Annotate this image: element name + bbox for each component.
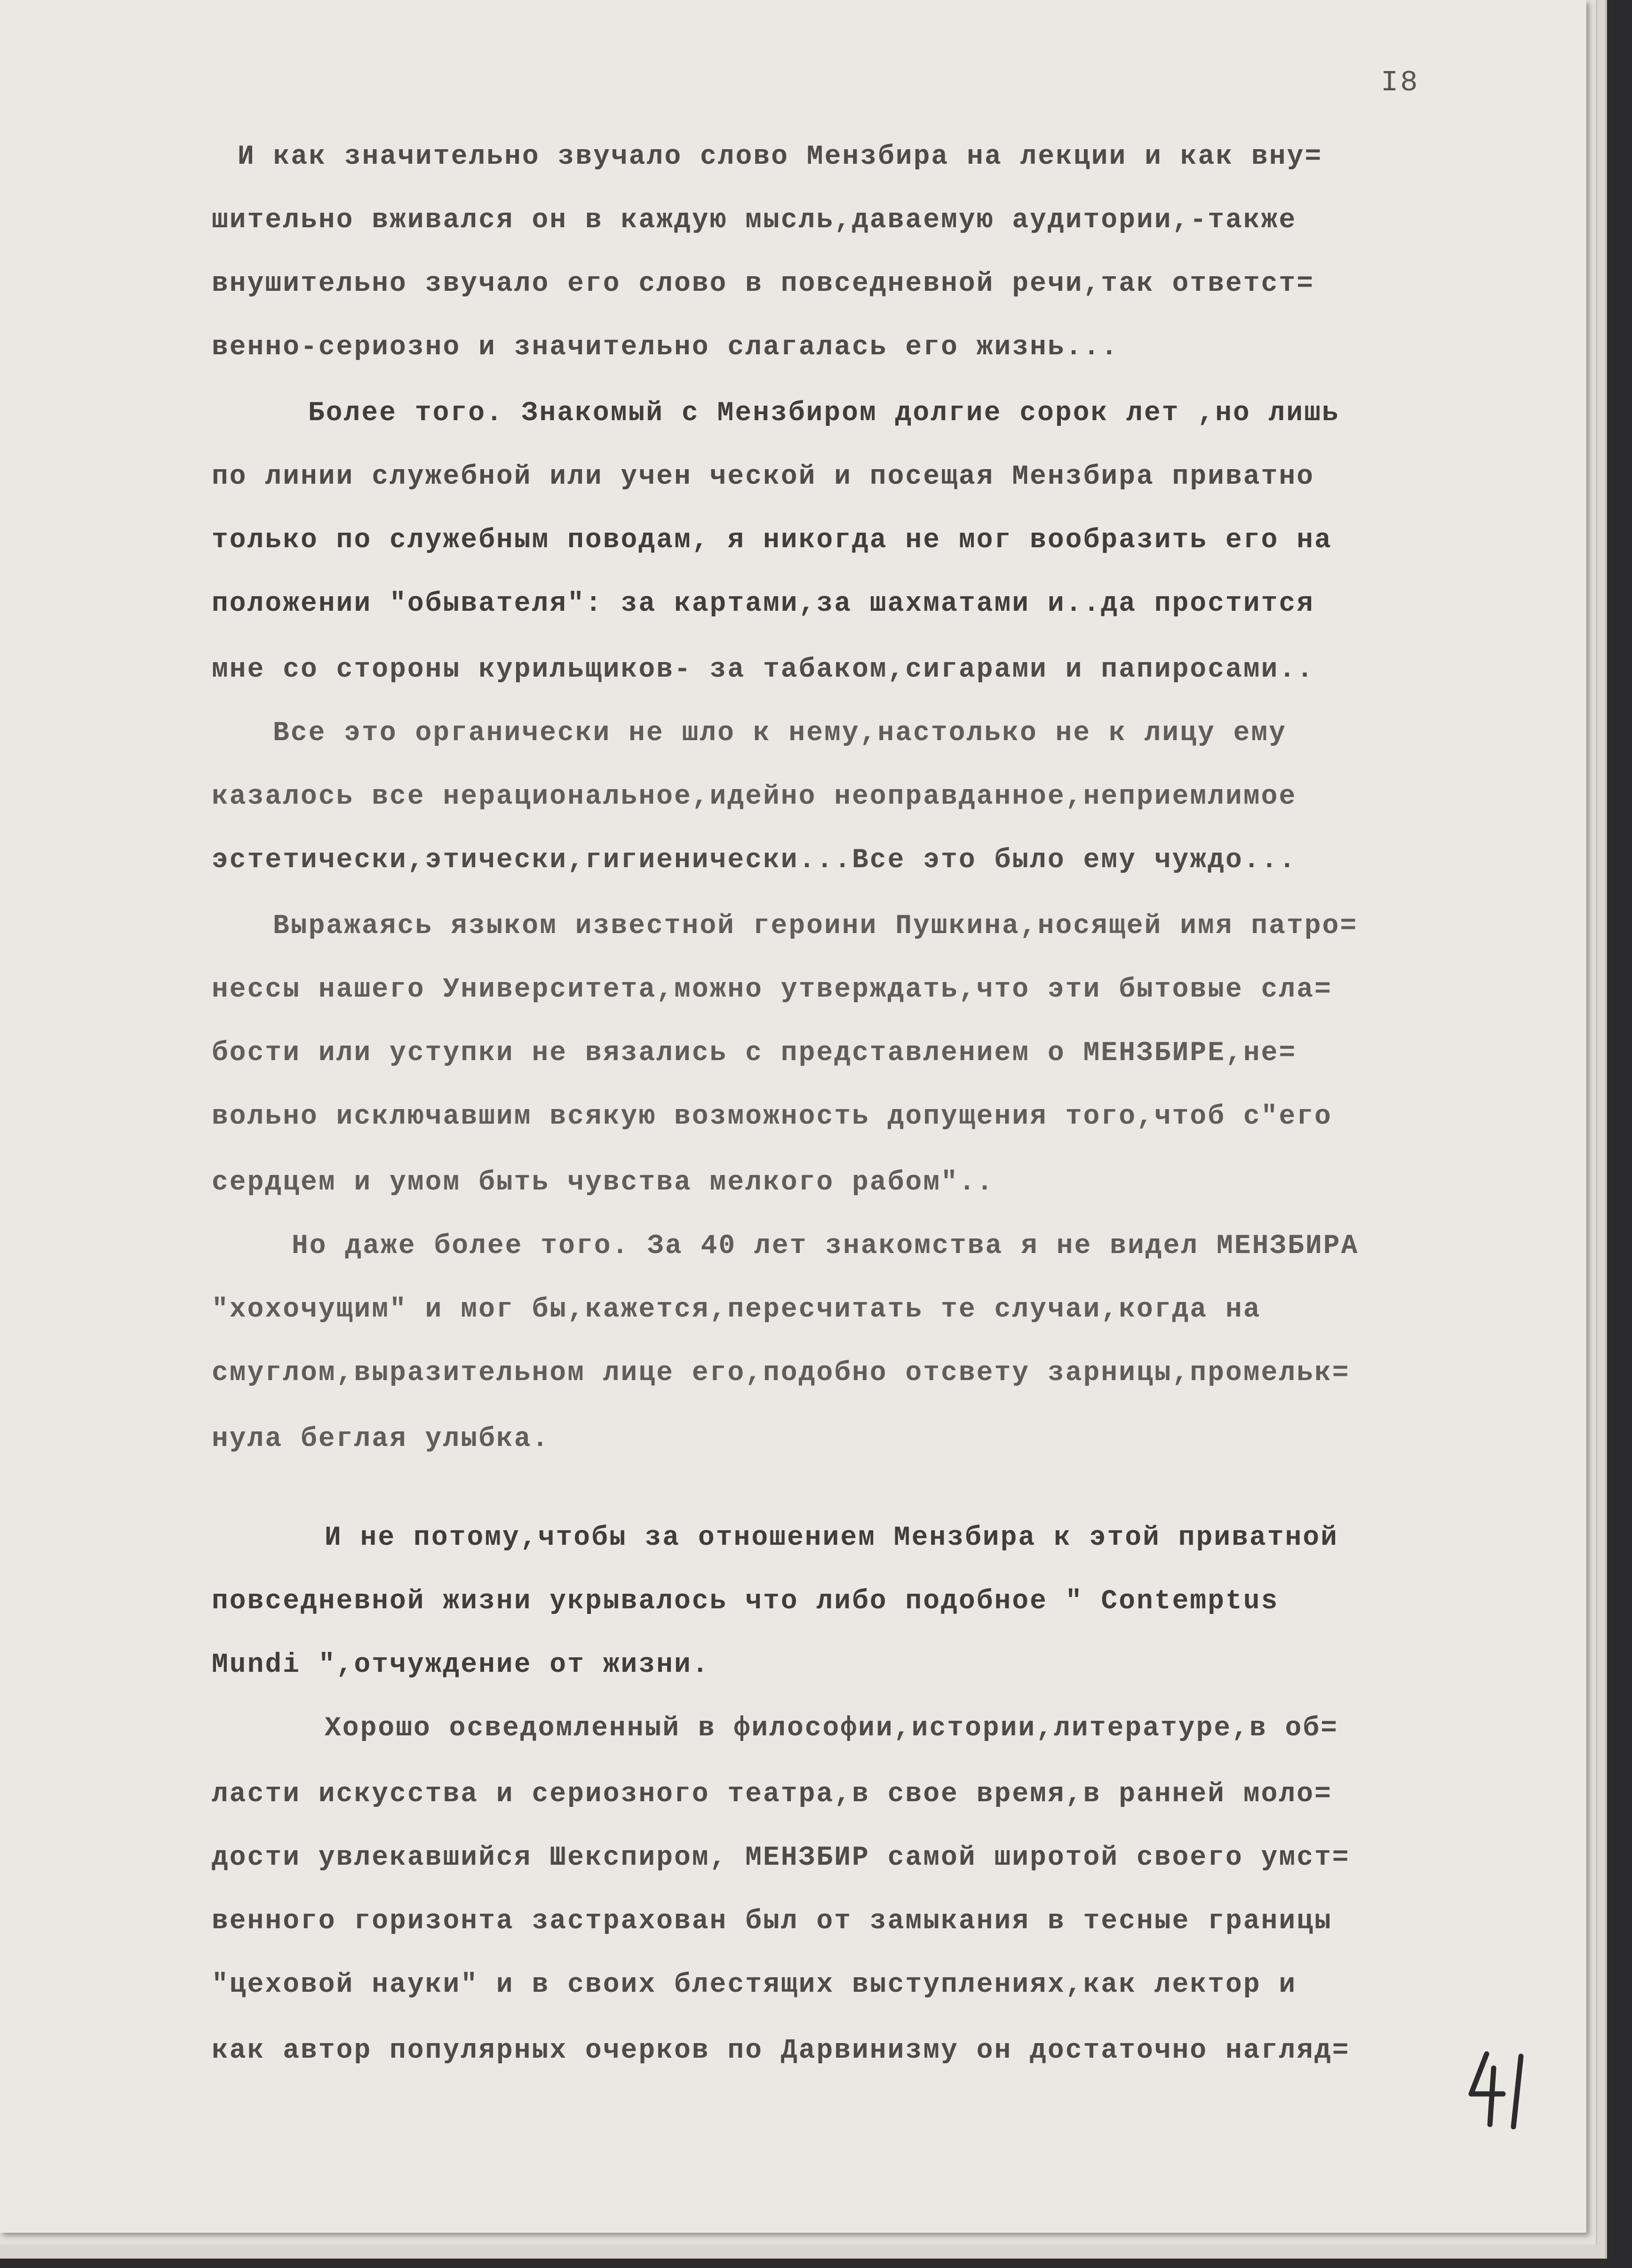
text-line: нессы нашего Университета,можно утверждать,что эти бытовые сла= (212, 974, 1332, 1005)
text-line: Более того. Знакомый с Мензбиром долгие сорок лет ,но лишь (308, 398, 1340, 429)
text-line: шительно вживался он в каждую мысль,даваемую аудитории,-также (212, 205, 1297, 236)
text-line: нула беглая улыбка. (212, 1424, 550, 1454)
text-line: казалось все нерациональное,идейно неоправданное,неприемлимое (212, 782, 1297, 812)
text-line: внушительно звучало его слово в повседневной речи,так ответст= (212, 269, 1314, 299)
text-line: И как значительно звучало слово Мензбира на лекции и как вну= (238, 142, 1323, 172)
text-line: Все это органически не шло к нему,настолько не к лицу ему (273, 718, 1287, 749)
text-line: как автор популярных очерков по Дарвинизму он достаточно нагляд= (212, 2036, 1350, 2066)
text-line: дости увлекавшийся Шекспиром, МЕНЗБИР самой широтой своего умст= (212, 1843, 1350, 1873)
text-line: только по служебным поводам, я никогда не мог вообразить его на (212, 525, 1332, 556)
text-line: смуглом,выразительном лице его,подобно отсвету зарницы,промельк= (212, 1358, 1350, 1389)
text-line: Хорошо осведомленный в философии,истории,литературе,в об= (325, 1713, 1338, 1744)
text-line: "хохочущим" и мог бы,кажется,пересчитать те случаи,когда на (212, 1294, 1261, 1325)
text-line: эстетически,этически,гигиенически...Все это было ему чуждо... (212, 845, 1297, 876)
text-line: Выражаясь языком известной героини Пушкина,носящей имя патро= (273, 911, 1358, 942)
text-line: положении "обывателя": за картами,за шахматами и..да простится (212, 589, 1314, 619)
text-line: венно-сериозно и значительно слагалась его жизнь... (212, 332, 1119, 363)
text-line: мне со стороны курильщиков- за табаком,сигарами и папиросами.. (212, 655, 1314, 685)
text-line: И не потому,чтобы за отношением Мензбира к этой приватной (325, 1523, 1338, 1553)
page-number: I8 (1381, 66, 1420, 99)
text-line: "цеховой науки" и в своих блестящих выступлениях,как лектор и (212, 1970, 1297, 2000)
text-line: венного горизонта застрахован был от замыкания в тесные границы (212, 1906, 1332, 1937)
text-line: вольно исключавшим всякую возможность допущения того,чтоб с"его (212, 1102, 1332, 1132)
text-line: Но даже более того. За 40 лет знакомства я не видел МЕНЗБИРА (292, 1231, 1359, 1262)
text-line: ласти искусства и сериозного театра,в свое время,в ранней моло= (212, 1779, 1332, 1810)
text-line: по линии служебной или учен ческой и посещая Мензбира приватно (212, 462, 1314, 492)
handwritten-mark-icon (1461, 2049, 1536, 2129)
text-line: сердцем и умом быть чувства мелкого рабом".. (212, 1167, 995, 1198)
text-line: повседневной жизни укрывалось что либо подобное " Contemptus (212, 1586, 1279, 1617)
text-line: Mundi ",отчуждение от жизни. (212, 1650, 710, 1680)
text-line: бости или уступки не вязались с представлением о МЕНЗБИРЕ,не= (212, 1038, 1297, 1069)
